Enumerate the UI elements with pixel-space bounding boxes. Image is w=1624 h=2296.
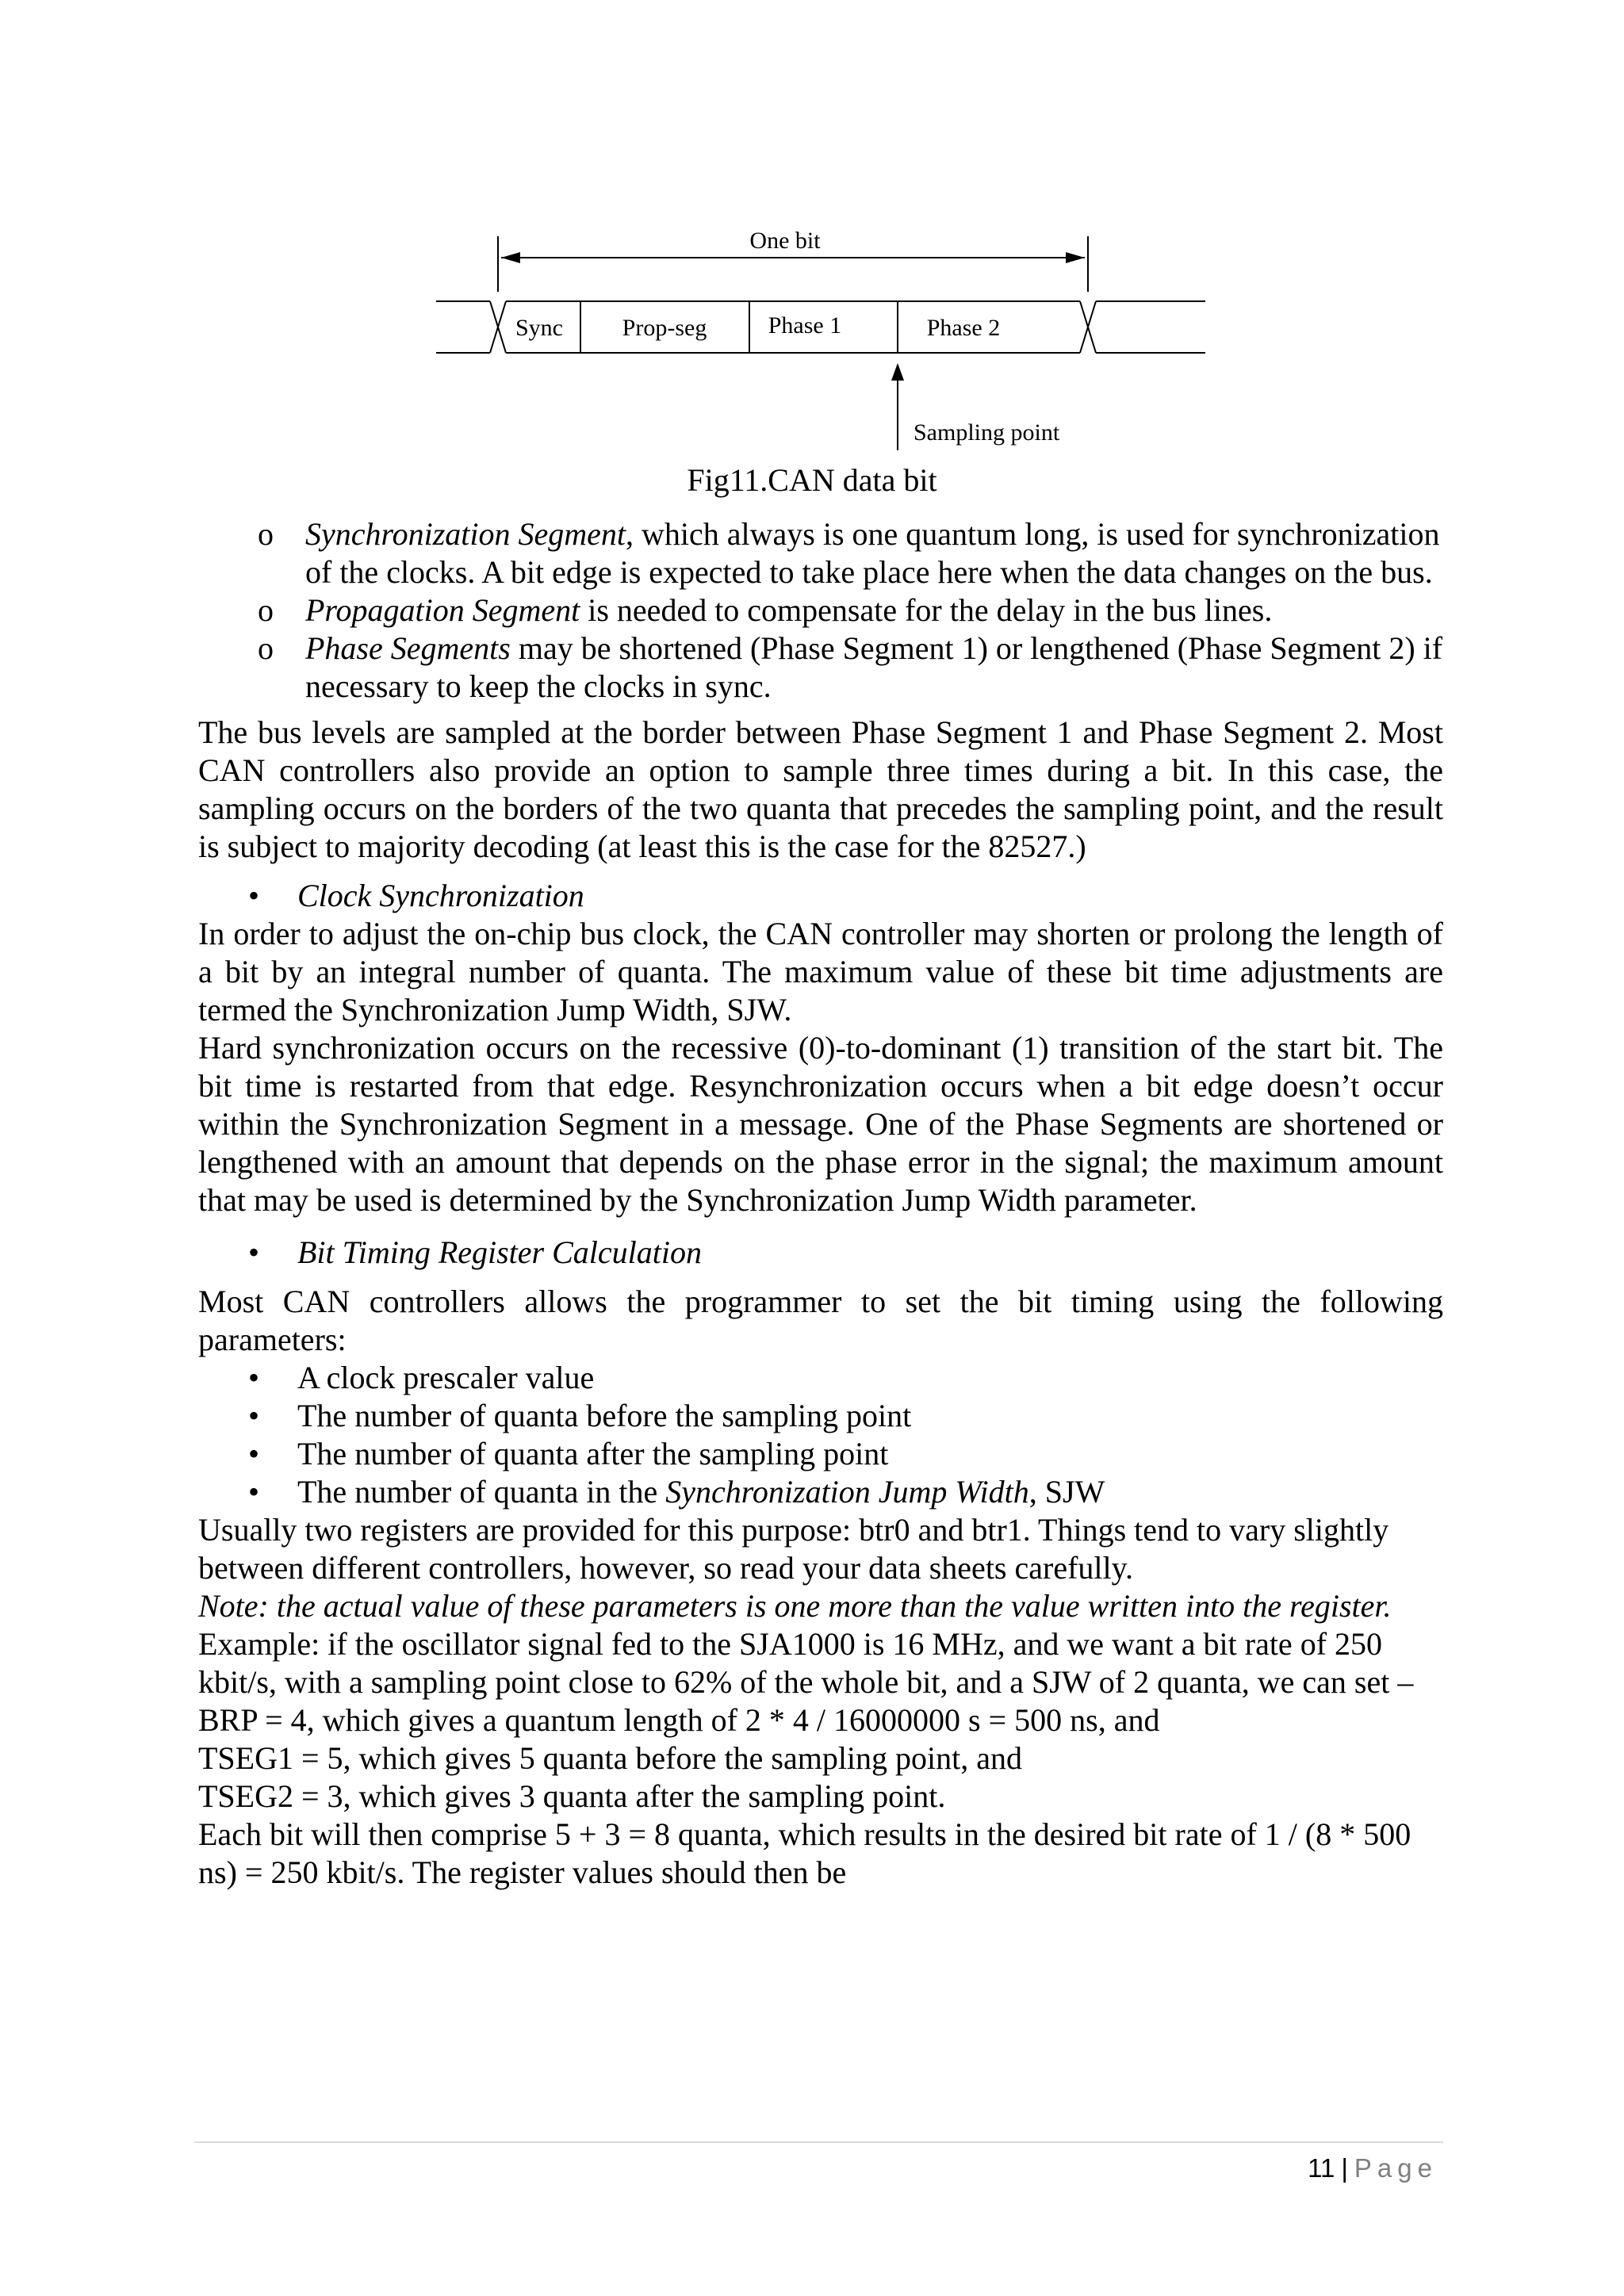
note (198, 1587, 1443, 1625)
figure-caption: Fig11.CAN data bit (687, 462, 937, 498)
list-item (198, 515, 1443, 591)
bullet-icon: • (248, 1474, 260, 1510)
circle-bullet-icon: o (258, 592, 274, 628)
circle-bullet-icon: o (258, 630, 274, 666)
list-item (198, 1397, 1443, 1435)
segment-sync-label: Sync (515, 315, 563, 341)
list-item (198, 1435, 1443, 1473)
segment-prop-seg-label: Prop-seg (622, 315, 707, 341)
term-propagation-segment: Propagation Segment (305, 592, 580, 628)
term-sync-segment: Synchronization Segment (305, 516, 626, 552)
note-text: Note: the actual value of these parameters is one more than the value written into the register. (198, 1588, 1392, 1624)
heading-text: Bit Timing Register Calculation (297, 1234, 702, 1270)
list-item-text: may be shortened (Phase Segment 1) or lengthened (Phase Segment 2) if necessary to keep the clocks in sync. (305, 630, 1443, 704)
list-item (198, 591, 1443, 629)
footer-separator: | (1341, 2153, 1348, 2183)
bullet-icon: • (248, 878, 260, 913)
sampling-arrowhead (891, 363, 904, 381)
list-item (198, 1473, 1443, 1511)
term-sjw: Synchronization Jump Width (665, 1474, 1029, 1510)
paragraph-btr-intro: Most CAN controllers allows the programmer to set the bit timing using the following parameters: (198, 1284, 1443, 1357)
bullet-icon: • (248, 1234, 260, 1270)
segment-phase1-label: Phase 1 (768, 312, 842, 339)
bit-timing-svg (428, 222, 1221, 460)
paragraph-clock-sync-1: In order to adjust the on-chip bus clock, the CAN controller may shorten or prolong the length of a bit by an integral number of quanta. The maximum value of these bit time adjustments are termed the Synchronization Jump Width, SJW. (198, 916, 1443, 1027)
paragraph-registers: Usually two registers are provided for this purpose: btr0 and btr1. Things tend to vary slightly between different controllers, however, so read your data sheets carefully. (198, 1512, 1389, 1586)
segment-phase2-label: Phase 2 (926, 315, 1001, 341)
list-item-text: The number of quanta in the (297, 1474, 666, 1510)
list-item-text: , which always is one quantum long, is used for synchronization of the clocks. A bit edge is expected to take place here when the data changes on the bus. (305, 516, 1440, 590)
list-item-text: The number of quanta before the sampling point (297, 1398, 912, 1433)
section-heading-clock-sync (198, 877, 1443, 915)
circle-bullet-icon: o (258, 516, 274, 552)
section-heading-btr (198, 1234, 1443, 1272)
arrowhead-right (1066, 252, 1085, 263)
list-item-text: A clock prescaler value (297, 1360, 595, 1395)
list-item (198, 629, 1443, 706)
paragraph-clock-sync-2: Hard synchronization occurs on the recessive (0)-to-dominant (1) transition of the start bit. The bit time is restarted from that edge. Resynchronization occurs when a bit edge doesn’t occur within the Synchronization Segment in a message. One of the Phase Segments are shortened or lengthened with an amount that depends on the phase error in the signal; the maximum amount that may be used is determined by the Synchronization Jump Width parameter. (198, 1030, 1443, 1218)
list-item-suffix: , SJW (1028, 1474, 1105, 1510)
bullet-icon: • (248, 1360, 260, 1395)
bullet-icon: • (248, 1436, 260, 1471)
list-item (198, 1359, 1443, 1397)
sampling-point-label: Sampling point (914, 419, 1060, 446)
list-item-text: The number of quanta after the sampling point (297, 1436, 889, 1471)
heading-text: Clock Synchronization (297, 878, 584, 913)
term-phase-segments: Phase Segments (305, 630, 511, 666)
segment-list (198, 515, 1443, 706)
line-tseg2: TSEG2 = 3, which gives 3 quanta after the sampling point. (198, 1778, 946, 1814)
page-number: 11 (1308, 2153, 1335, 2183)
body-text (198, 515, 1443, 1892)
one-bit-label: One bit (749, 228, 821, 254)
paragraph-sampling: The bus levels are sampled at the border between Phase Segment 1 and Phase Segment 2. Most CAN controllers also provide an option to sample three times during a bit. In this case, the sampling occurs on the borders of the two quanta that precedes the sampling point, and the result is subject to majority decoding (at least this is the case for the 82527.) (198, 714, 1443, 864)
can-bit-timing-diagram (428, 222, 1221, 460)
parameter-list (198, 1359, 1443, 1511)
bullet-icon: • (248, 1398, 260, 1433)
list-item-text: is needed to compensate for the delay in the bus lines. (580, 592, 1273, 628)
footer-divider (194, 2141, 1443, 2143)
arrowhead-left (501, 252, 520, 263)
paragraph-conclusion: Each bit will then comprise 5 + 3 = 8 quanta, which results in the desired bit rate of 1 / (8 * 500 ns) = 250 kbit/s. The register values should then be (198, 1816, 1411, 1890)
paragraph-example: Example: if the oscillator signal fed to the SJA1000 is 16 MHz, and we want a bit rate of 250 kbit/s, with a sampling point close to 62% of the whole bit, and a SJW of 2 quanta, we can set – (198, 1626, 1414, 1700)
page-label: Page (1354, 2153, 1438, 2183)
line-brp: BRP = 4, which gives a quantum length of 2 * 4 / 16000000 s = 500 ns, and (198, 1702, 1160, 1738)
page-footer (1308, 2150, 1438, 2187)
line-tseg1: TSEG1 = 5, which gives 5 quanta before the sampling point, and (198, 1740, 1023, 1776)
